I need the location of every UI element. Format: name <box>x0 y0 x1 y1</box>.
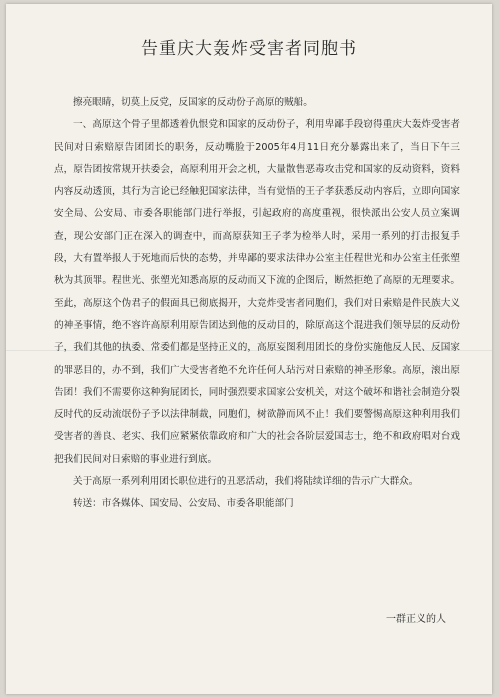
salutation: 擦亮眼睛，切莫上反党，反国家的反动份子高原的贼船。 <box>73 97 313 108</box>
document-page <box>6 4 492 694</box>
paragraph-forward-to: 转送：市各媒体、国安局、公安局、市委各职能部门 <box>73 498 294 510</box>
paragraph-notice: 关于高原一系列利用团长职位进行的丑恶活动，我们将陆续详细的告示广大群众。 <box>73 476 419 488</box>
signature: 一群正义的人 <box>386 614 446 625</box>
document-title: 告重庆大轰炸受害者同胞书 <box>141 39 357 59</box>
document-body <box>54 92 460 516</box>
paragraph-main: 一、高原这个骨子里都透着仇恨党和国家的反动份子，利用卑鄙手段窃得重庆大轰炸受害者民间对日索赔原告团团长的职务，反动嘴脸于2005年4月11日充分暴露出来了，当日下午三点，原告团按常规开扶委会，高原利用开会之机，大量散售恶毒攻击党和国家的反动资料，资料内容反动透顶，其行为言论已经触犯国家法律，当有觉悟的王子孝获悉反动内容后，立即向国家安全局、公安局、市委各职能部门进行举报，引起政府的高度重视，很快派出公安人员立案调查，现公安部门正在深入的调查中，而高原获知王子孝为检举人时，采用一系列的打击报复手段，大有置举报人于死地而后快的态势，并卑鄙的要求法律办公室主任程世光和办公室主任张塑秋为其顶罪。程世光、张塑光知悉高原的反动而又下流的企图后，断然拒绝了高原的无理要求。至此，高原这个伪君子的假面具已彻底揭开，大竞炸受害者同胞们，我们对日索赔是件民族大义的神圣事情，绝不容许高原利用原告团达到他的反动目的，除原高这个混进我们领导层的反动份子，我们其他的执委、常委们都是坚持正义的，高原妄图利用团长的身份实施他反人民、反国家的罪恶目的，办不到，我们广大受害者绝不允许任何人玷污对日索赔的神圣形象。高原，滚出原告团！我们不需要你这种狗屁团长，同时强烈要求国家公安机关，对这个破坏和谐社会制造分裂反时代的反动流氓份子予以法律制裁，同胞们，树欲静而风不止！我们要警惕高原这种利用我们受害者的善良、老实、我们应紧紧依靠政府和广大的社会各阶层爱国志士，绝不和政府唱对台戏把我们民间对日索赔的事业进行到底。 <box>54 119 460 465</box>
